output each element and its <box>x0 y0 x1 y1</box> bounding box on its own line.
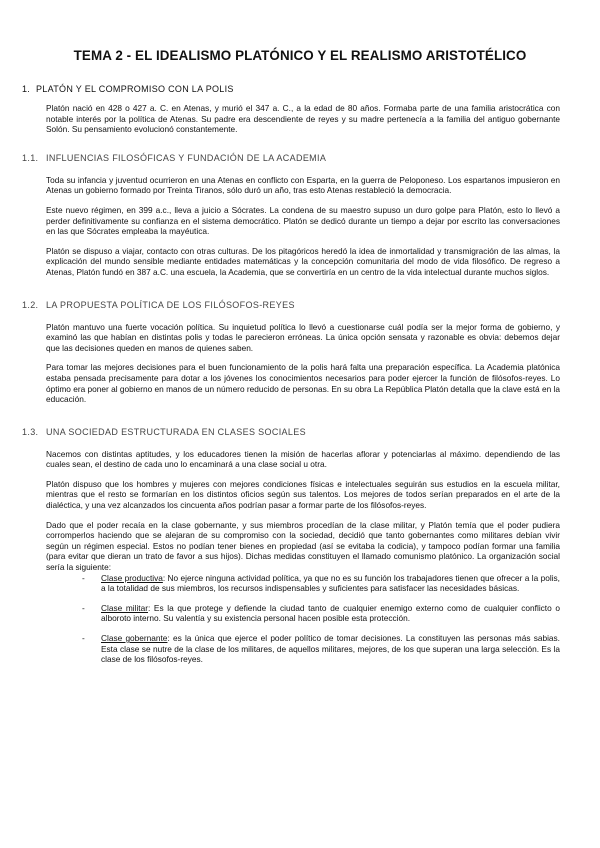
document-title: TEMA 2 - EL IDEALISMO PLATÓNICO Y EL REALISMO ARISTOTÉLICO <box>73 48 527 63</box>
class-term: Clase gobernante <box>101 633 168 643</box>
paragraph: Platón mantuvo una fuerte vocación política. Su inquietud política lo llevó a cuestionarse cuál podía ser la mejor forma de gobierno, y examinó las que habían en distintas polis y todas le parecieron erróneas. La única opción sensata y razonable es obvia: debemos dejar que las decisiones queden en manos de quienes saben. <box>46 321 560 353</box>
section-number: 1.1. <box>22 152 39 163</box>
section-number: 1. <box>22 84 31 94</box>
section-title: PLATÓN Y EL COMPROMISO CON LA POLIS <box>36 84 234 94</box>
class-description: : es la única que ejerce el poder político de tomar decisiones. La constituyen las personas más sabias. Esta clase se nutre de la clase de los militares, de aquellos militares, mejores, de los que superan una larga selección. Es la clase de los filósofos-reyes. <box>101 633 560 665</box>
paragraph: Platón nació en 428 o 427 a. C. en Atenas, y murió el 347 a. C., a la edad de 80 años. Formaba parte de una familia aristocrática con notable interés por la política de Atenas. Su padre era descendiente de reyes y su madre pertenecía a la familia del antiguo gobernante Solón. Su pensamiento evolucionó constantemente. <box>46 103 560 135</box>
paragraph: Nacemos con distintas aptitudes, y los educadores tienen la misión de hacerlas aflorar y potenciarlas al máximo. dependiendo de las cuales sean, el destino de cada uno lo encaminará a una clase social u otra. <box>46 448 560 470</box>
class-term: Clase militar <box>101 602 148 613</box>
list-dash: - <box>82 602 85 613</box>
paragraph: Para tomar las mejores decisiones para el buen funcionamiento de la polis hará falta una preparación específica. La Academia platónica estaba pensada precisamente para dotar a los jóvenes los conocimientos necesarios para poder ejercer la función de filósofos-reyes. Lo óptimo era poner al gobierno en manos de un número reducido de personas. En su obra La República Platón detalla que la clave está en la educación. <box>46 362 560 405</box>
section-number: 1.3. <box>22 426 39 437</box>
list-item-clase-gobernante <box>82 633 560 665</box>
paragraph: Toda su infancia y juventud ocurrieron en una Atenas en conflicto con Esparta, en la guerra de Peloponeso. Los espartanos impusieron en Atenas un gobierno formado por Treinta Tiranos, sólo duró un año, tras esto Atenas restableció la democracia. <box>46 174 560 196</box>
social-classes-list <box>22 573 560 665</box>
paragraph: Este nuevo régimen, en 399 a.c., lleva a juicio a Sócrates. La condena de su maestro supuso un duro golpe para Platón, esto lo llevó a perder definitivamente su confianza en el sistema democrático. Platón se dedicó durante un tiempo a dejar por escrito las conversaciones en las que Sócrates empleaba la mayéutica. <box>46 204 560 237</box>
section-number: 1.2. <box>22 299 39 310</box>
document-body <box>22 84 560 665</box>
list-dash: - <box>82 572 85 583</box>
paragraph: Dado que el poder recaía en la clase gobernante, y sus miembros procedían de la clase militar, y Platón temía que el poder pudiera corromperlos haciendo que se alejaran de su compromiso con la sociedad, decidió que tanto gobernantes como militares debían vivir según un régimen especial. Estos no podían tener bienes en propiedad (así se evitaba la codicia), y tampoco podían formar una familia (para evitar que dieran un trato de favor a sus hijos). Dichas medidas constituyen el llamado comunismo platónico. La organización social sería la siguiente: <box>46 519 560 573</box>
class-description: : No ejerce ninguna actividad política, ya que no es su función los trabajadores tienen que ofrecer a la polis, a la totalidad de sus miembros, los recursos indispensables y suficientes para satisfacer las necesidades básicas. <box>101 572 560 594</box>
section-1-3-heading <box>22 427 560 437</box>
section-1-2-heading <box>22 300 560 310</box>
section-1-heading <box>22 84 560 94</box>
class-description: : Es la que protege y defiende la ciudad tanto de cualquier enemigo externo como de cualquier conflicto o alboroto interno. Su valentía y su existencia personal hacen posible esta protección. <box>101 602 560 624</box>
class-term: Clase productiva <box>101 572 163 583</box>
list-item-clase-productiva <box>82 573 560 594</box>
section-1-1-heading <box>22 153 560 163</box>
section-title: LA PROPUESTA POLÍTICA DE LOS FILÓSOFOS-REYES <box>46 299 295 310</box>
section-title: INFLUENCIAS FILOSÓFICAS Y FUNDACIÓN DE LA ACADEMIA <box>46 152 327 163</box>
list-dash: - <box>82 633 85 643</box>
paragraph: Platón dispuso que los hombres y mujeres con mejores condiciones físicas e intelectuales seguirán sus estudios en la escuela militar, mientras que el resto se formarían en los distintos oficios según sus talentos. Los mejores de todos serían preparados en el arte de la dialéctica, y una vez alcanzados los cincuenta años podrían pasar a formar parte de los filósofos-reyes. <box>46 478 560 511</box>
list-item-clase-militar <box>82 603 560 624</box>
section-title: UNA SOCIEDAD ESTRUCTURADA EN CLASES SOCIALES <box>46 426 306 437</box>
paragraph: Platón se dispuso a viajar, contacto con otras culturas. De los pitagóricos heredó la idea de inmortalidad y transmigración de las almas, la explicación del mundo sensible mediante entidades matemáticas y la concepción comunitaria del modo de vida filosófico. De regreso a Atenas, Platón fundó en 387 a.C. una escuela, la Academia, que se convertiría en un centro de la vida intelectual durante muchos siglos. <box>46 245 560 277</box>
